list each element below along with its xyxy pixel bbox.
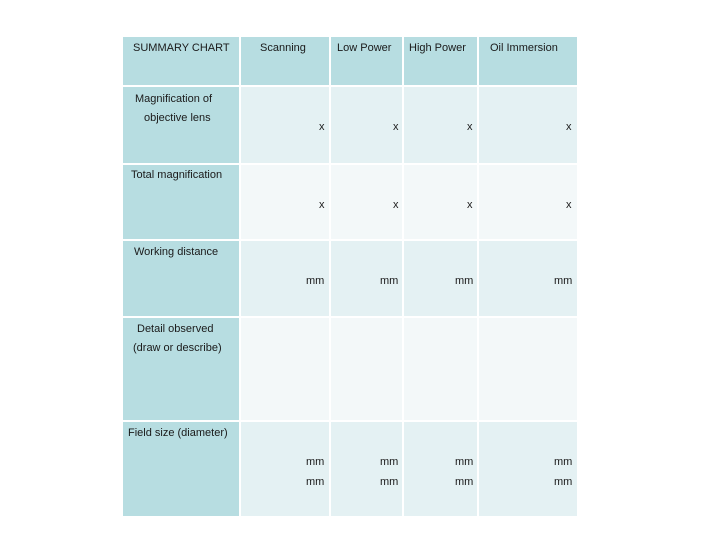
row-label-field-size — [122, 421, 240, 517]
column-header-low-power: Low Power — [337, 42, 392, 54]
detail-label-line2: (draw or describe) — [133, 342, 222, 354]
unit-label: mm — [306, 476, 325, 488]
magnification-label-line2: objective lens — [144, 112, 211, 124]
column-header-scanning: Scanning — [260, 42, 306, 54]
field-high-power-cell — [403, 421, 478, 517]
unit-label: mm — [455, 275, 474, 287]
chart-title: SUMMARY CHART — [133, 42, 230, 54]
unit-label: x — [566, 121, 572, 133]
unit-label: x — [319, 121, 325, 133]
header-low-power-cell — [330, 36, 403, 86]
field-oil-immersion-cell — [478, 421, 578, 517]
row-label-magnification — [122, 86, 240, 164]
total-magnification-label: Total magnification — [131, 169, 223, 181]
unit-label: mm — [455, 476, 474, 488]
header-title-cell — [122, 36, 240, 86]
working-high-power-cell — [403, 240, 478, 317]
field-low-power-cell — [330, 421, 403, 517]
working-distance-label: Working distance — [134, 246, 219, 258]
unit-label: x — [467, 199, 473, 211]
detail-low-power-cell — [330, 317, 403, 421]
detail-label-line1: Detail observed — [137, 323, 214, 335]
magnification-label-line1: Magnification of — [135, 93, 213, 105]
total-high-power-cell — [403, 164, 478, 240]
unit-label: x — [566, 199, 572, 211]
unit-label: mm — [380, 275, 399, 287]
row-label-total-magnification — [122, 164, 240, 240]
field-size-label: Field size (diameter) — [128, 427, 228, 439]
unit-label: mm — [554, 456, 573, 468]
working-scanning-cell — [240, 240, 330, 317]
header-oil-immersion-cell — [478, 36, 578, 86]
unit-label: x — [467, 121, 473, 133]
total-oil-immersion-cell — [478, 164, 578, 240]
column-header-oil-immersion: Oil Immersion — [490, 42, 558, 54]
unit-label: x — [319, 199, 325, 211]
unit-label: x — [393, 121, 399, 133]
unit-label: mm — [554, 476, 573, 488]
detail-high-power-cell — [403, 317, 478, 421]
magnification-high-power-cell — [403, 86, 478, 164]
working-low-power-cell — [330, 240, 403, 317]
unit-label: mm — [380, 476, 399, 488]
magnification-low-power-cell — [330, 86, 403, 164]
summary-chart-table — [122, 36, 578, 517]
field-scanning-cell — [240, 421, 330, 517]
header-scanning-cell — [240, 36, 330, 86]
detail-scanning-cell — [240, 317, 330, 421]
header-high-power-cell — [403, 36, 478, 86]
total-low-power-cell — [330, 164, 403, 240]
column-header-high-power: High Power — [409, 42, 466, 54]
unit-label: mm — [306, 456, 325, 468]
magnification-scanning-cell — [240, 86, 330, 164]
unit-label: mm — [306, 275, 325, 287]
unit-label: x — [393, 199, 399, 211]
detail-oil-immersion-cell — [478, 317, 578, 421]
row-label-working-distance — [122, 240, 240, 317]
magnification-oil-immersion-cell — [478, 86, 578, 164]
row-label-detail-observed — [122, 317, 240, 421]
unit-label: mm — [380, 456, 399, 468]
unit-label: mm — [455, 456, 474, 468]
total-scanning-cell — [240, 164, 330, 240]
unit-label: mm — [554, 275, 573, 287]
working-oil-immersion-cell — [478, 240, 578, 317]
